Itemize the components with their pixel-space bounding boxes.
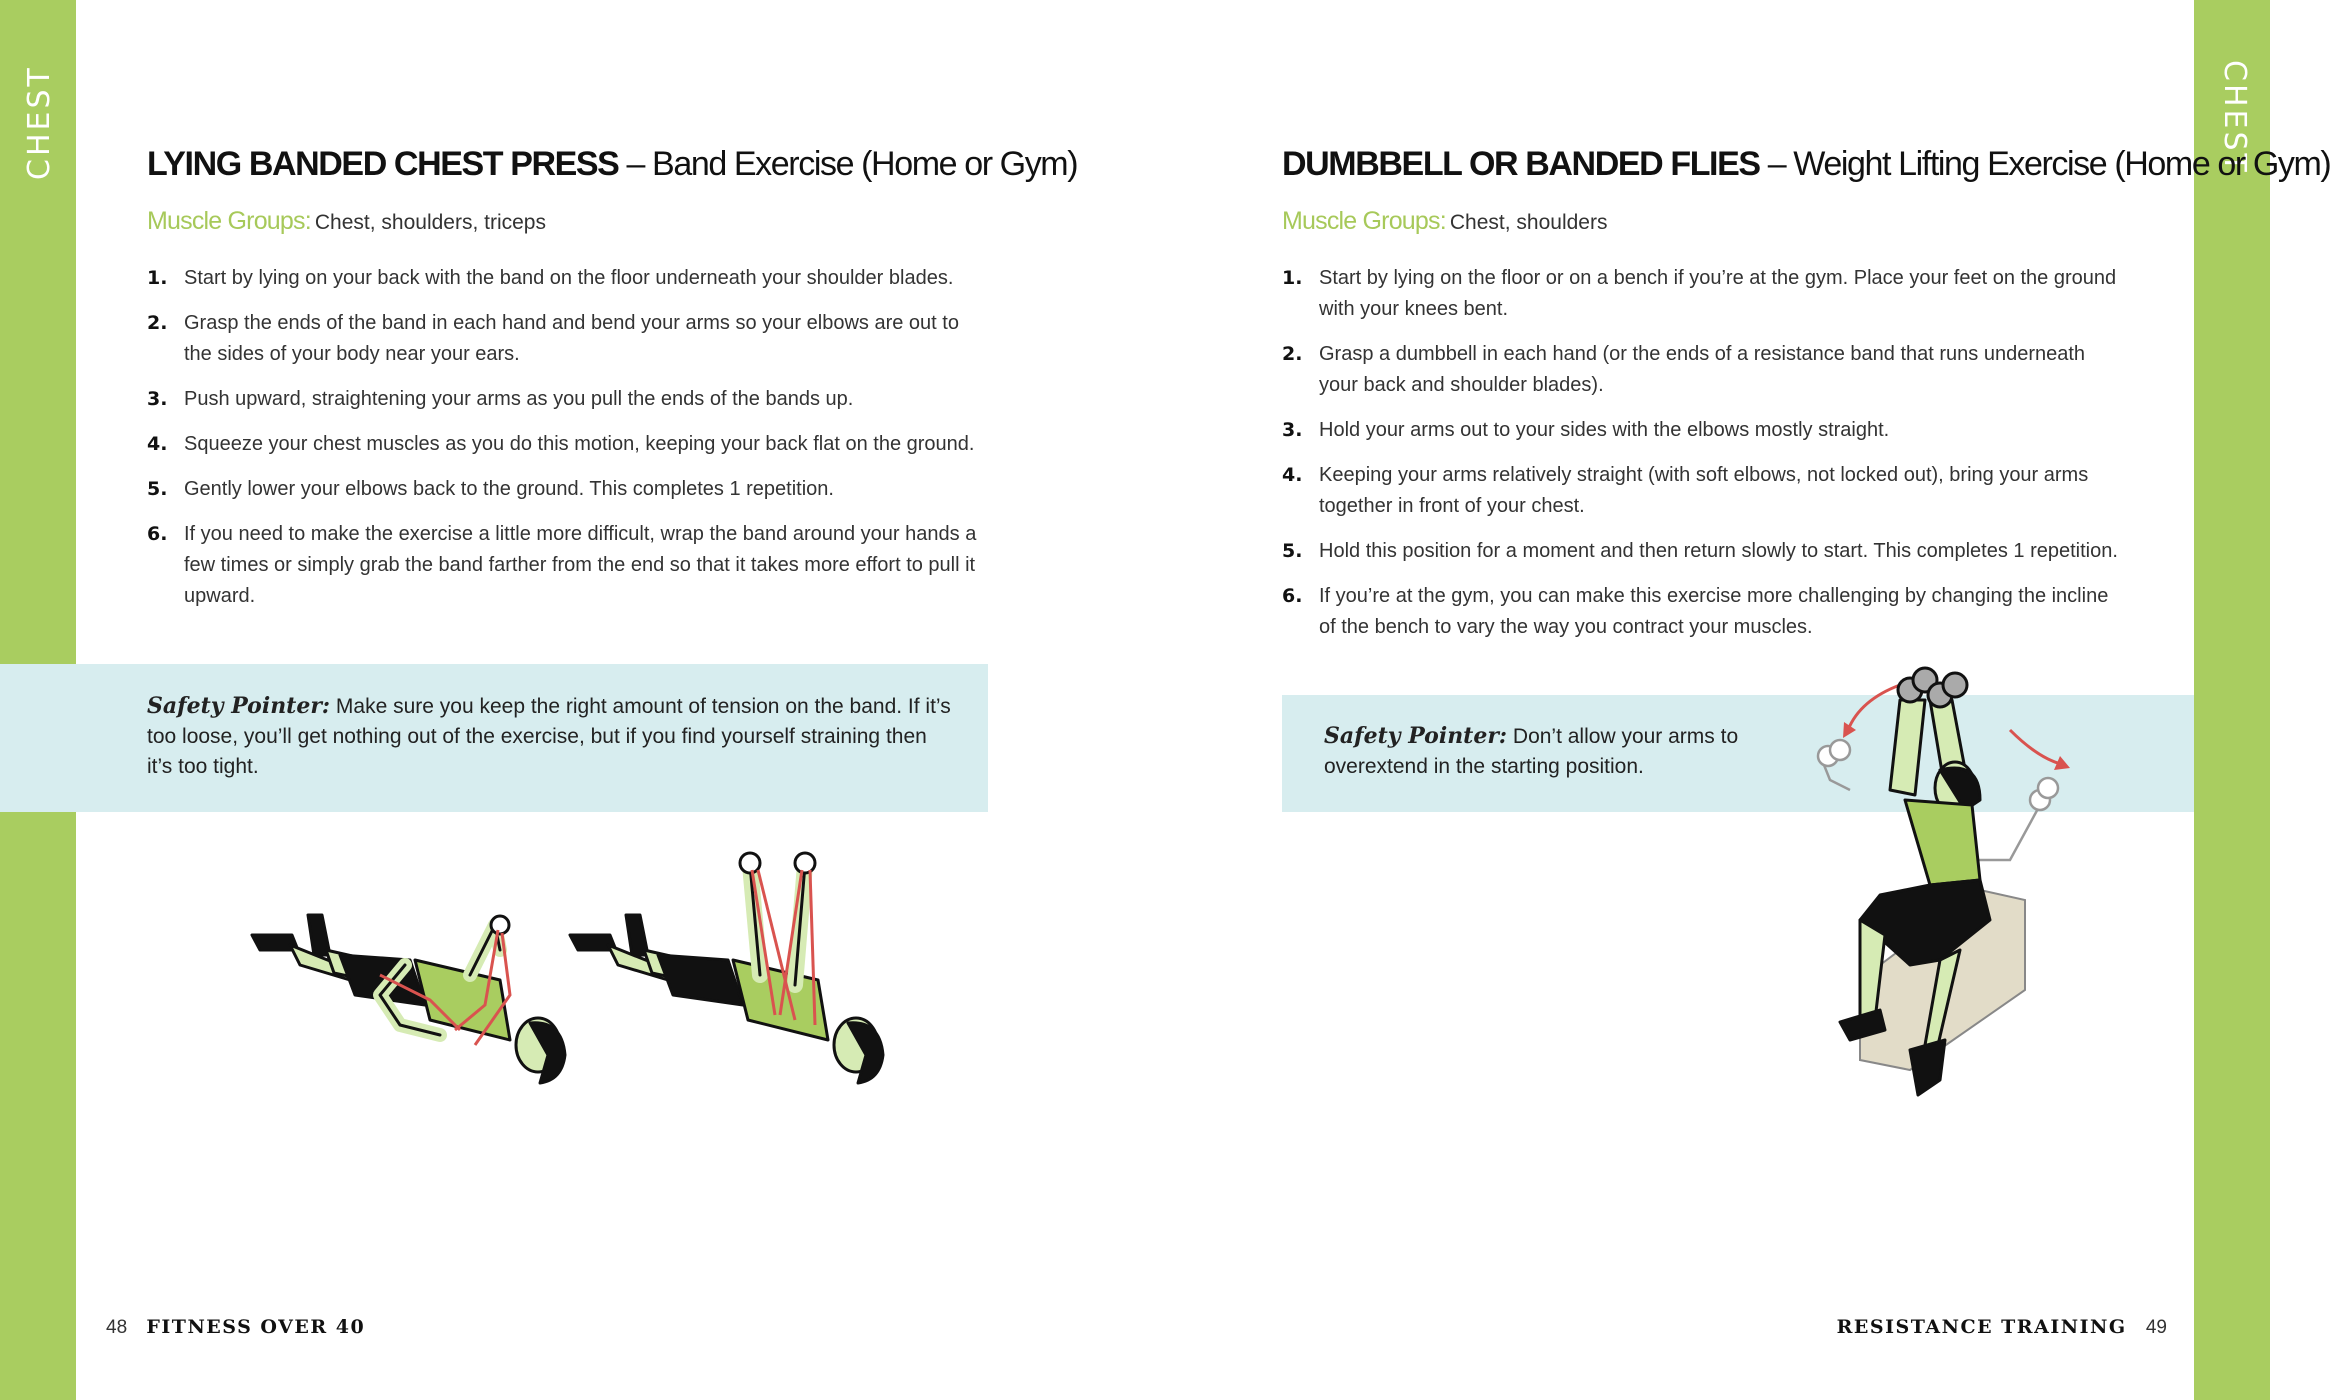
right-steps-list (1282, 263, 2124, 657)
step-text: Start by lying on the floor or on a bench if you’re at the gym. Place your feet on the ground with your knees bent. (1319, 267, 2117, 320)
step-text: Start by lying on your back with the band on the floor underneath your shoulder blades. (184, 267, 954, 289)
step-number: 2. (147, 312, 168, 334)
safety-pointer-text: Don’t allow your arms to overextend in the starting position. (1324, 725, 1739, 778)
safety-pointer-text: Make sure you keep the right amount of tension on the band. If it’s too loose, you’ll get nothing out of the exercise, but if you find yourself straining then it’s too tight. (147, 695, 951, 778)
left-exercise-title (147, 145, 1077, 184)
step-number: 2. (1282, 343, 1303, 365)
step-number: 6. (147, 523, 168, 545)
left-title-bold: LYING BANDED CHEST PRESS (147, 145, 619, 183)
step-text: If you need to make the exercise a little more difficult, wrap the band around your hands a few times or simply grab the band farther from the end so that it takes more effort to pull it upward. (184, 523, 977, 607)
step-number: 4. (1282, 464, 1303, 486)
list-item (1282, 415, 2124, 446)
list-item (147, 474, 982, 505)
list-item (147, 519, 982, 612)
step-number: 1. (147, 267, 168, 289)
list-item (147, 429, 982, 460)
list-item (1282, 581, 2124, 643)
step-text: Grasp the ends of the band in each hand and bend your arms so your elbows are out to the sides of your body near your ears. (184, 312, 959, 365)
muscle-groups-label: Muscle Groups: (1282, 207, 1446, 235)
banded-chest-press-illustration (230, 855, 910, 1095)
safety-pointer-label: Safety Pointer: (1324, 723, 1508, 749)
page-number-left: 48 (106, 1317, 128, 1338)
right-title-bold: DUMBBELL OR BANDED FLIES (1282, 145, 1760, 183)
book-title: FITNESS OVER 40 (146, 1316, 366, 1338)
step-text: If you’re at the gym, you can make this exercise more challenging by changing the incline of the bench to vary the way you contract your muscles. (1319, 585, 2109, 638)
step-number: 4. (147, 433, 168, 455)
left-muscle-groups (147, 207, 546, 236)
list-item (1282, 536, 2124, 567)
left-chapter-tab: CHEST (22, 65, 57, 180)
step-text: Grasp a dumbbell in each hand (or the ends of a resistance band that runs underneath your back and shoulder blades). (1319, 343, 2086, 396)
list-item (1282, 263, 2124, 325)
step-text: Squeeze your chest muscles as you do this motion, keeping your back flat on the ground. (184, 433, 975, 455)
list-item (147, 263, 982, 294)
left-title-subtitle: – Band Exercise (Home or Gym) (618, 145, 1078, 183)
muscle-groups-value: Chest, shoulders, triceps (314, 211, 546, 234)
muscle-groups-label: Muscle Groups: (147, 207, 311, 235)
step-number: 3. (147, 388, 168, 410)
list-item (147, 308, 982, 370)
right-title-subtitle: – Weight Lifting Exercise (Home or Gym) (1759, 145, 2330, 183)
left-footer (106, 1316, 365, 1339)
page-number-right: 49 (2145, 1317, 2167, 1338)
muscle-groups-value: Chest, shoulders (1449, 211, 1608, 234)
dumbbell-fly-illustration (1740, 660, 2120, 1120)
step-text: Gently lower your elbows back to the ground. This completes 1 repetition. (184, 478, 834, 500)
safety-pointer-label: Safety Pointer: (147, 693, 331, 719)
step-number: 5. (1282, 540, 1303, 562)
right-muscle-groups (1282, 207, 1607, 236)
right-chapter-tab: CHEST (2217, 60, 2252, 175)
list-item (147, 384, 982, 415)
right-footer (1837, 1316, 2167, 1339)
step-text: Keeping your arms relatively straight (with soft elbows, not locked out), bring your arms together in front of your chest. (1319, 464, 2089, 517)
right-exercise-title (1282, 145, 2330, 184)
step-text: Push upward, straightening your arms as you pull the ends of the bands up. (184, 388, 854, 410)
step-number: 1. (1282, 267, 1303, 289)
left-steps-list (147, 263, 982, 626)
list-item (1282, 460, 2124, 522)
right-chapter-bar (2194, 0, 2270, 1400)
step-text: Hold this position for a moment and then return slowly to start. This completes 1 repetition. (1319, 540, 2118, 562)
step-number: 3. (1282, 419, 1303, 441)
step-text: Hold your arms out to your sides with the elbows mostly straight. (1319, 419, 1890, 441)
list-item (1282, 339, 2124, 401)
chapter-title: RESISTANCE TRAINING (1836, 1316, 2127, 1338)
left-safety-pointer-box (0, 664, 988, 812)
step-number: 6. (1282, 585, 1303, 607)
step-number: 5. (147, 478, 168, 500)
